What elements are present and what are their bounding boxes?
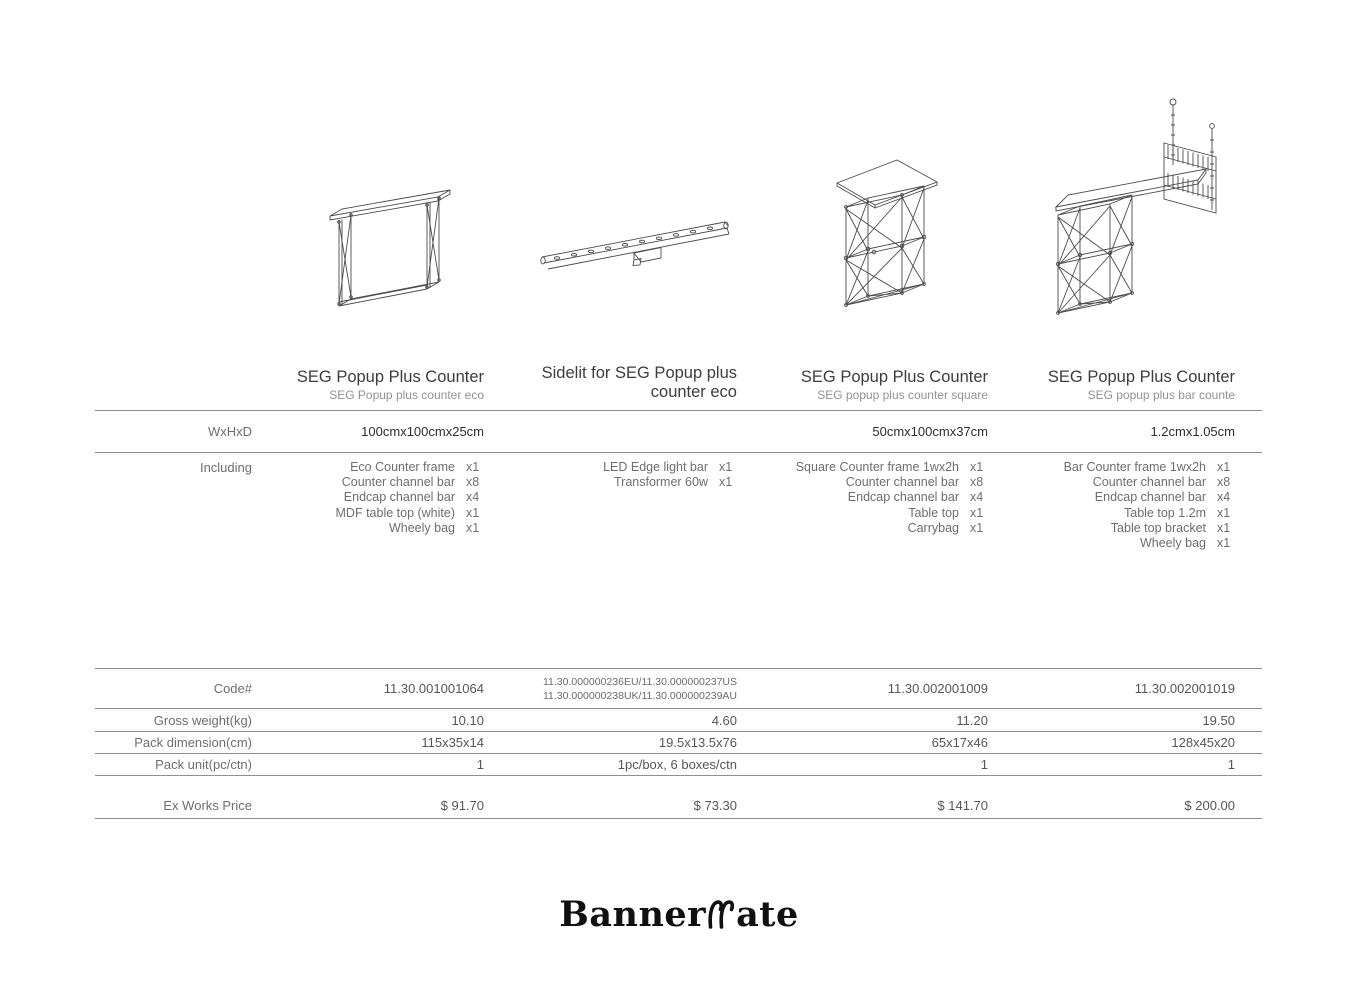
dimensions-value: 1.2cmx1.05cm [1150, 424, 1235, 439]
product-subtitle: SEG popup plus bar counte [1087, 388, 1235, 402]
including-label: Including [199, 460, 252, 475]
including-list: Square Counter frame 1wx2h x1 Counter channel bar x8 Endcap channel bar x4 Table top x1 Carrybag x1 [795, 460, 984, 535]
pack-dimension-label: Pack dimension(cm) [134, 735, 252, 750]
product-title-eco: SEG Popup Plus Counter SEG Popup plus counter eco [252, 368, 484, 411]
pack-unit-label: Pack unit(pc/ctn) [155, 757, 252, 772]
pack-unit-value: 1pc/box, 6 boxes/ctn [617, 757, 737, 772]
brand-logo [0, 894, 1358, 935]
price-label: Ex Works Price [163, 798, 252, 813]
bar-counter-drawing [1048, 95, 1226, 323]
pack-unit-row [95, 754, 1262, 775]
code-value: 11.30.001001064 [383, 681, 484, 696]
product-title-sidelit: Sidelit for SEG Popup plus counter eco [541, 364, 737, 401]
product-subtitle: SEG popup plus counter square [817, 388, 988, 402]
pack-unit-value: 1 [476, 757, 484, 772]
dimensions-value: 50cmx100cmx37cm [872, 424, 988, 439]
gross-weight-value: 10.10 [451, 712, 484, 728]
spec-table [95, 364, 1262, 819]
logo-text-suffix: ate [736, 894, 799, 935]
price-value: $ 200.00 [1184, 798, 1235, 813]
product-subtitle: SEG Popup plus counter eco [329, 388, 484, 402]
logo-text-prefix: Banner [559, 894, 707, 935]
code-value: 11.30.002001009 [887, 681, 988, 696]
pack-unit-value: 1 [980, 757, 988, 772]
eco-counter-drawing [325, 178, 457, 316]
including-list: LED Edge light bar x1 Transformer 60w x1 [603, 460, 733, 490]
price-value: $ 73.30 [693, 798, 737, 813]
code-value: 11.30.002001019 [1134, 681, 1235, 696]
product-title-bar: SEG Popup Plus Counter SEG popup plus bar counte [988, 368, 1235, 411]
code-row [95, 669, 1262, 708]
pack-dimension-value: 115x35x14 [421, 735, 484, 750]
pack-dimension-value: 65x17x46 [931, 735, 988, 750]
gross-weight-value: 19.50 [1202, 712, 1235, 728]
gross-weight-value: 11.20 [956, 712, 988, 728]
price-row [95, 776, 1262, 818]
dimensions-row [95, 411, 1262, 452]
pack-dimension-value: 19.5x13.5x76 [658, 735, 737, 750]
gross-weight-label: Gross weight(kg) [153, 712, 252, 728]
including-list: Bar Counter frame 1wx2h x1 Counter channel bar x8 Endcap channel bar x4 Table top 1.2m x1 Table top bracket x1 Wheely bag x1 [1063, 460, 1231, 551]
code-label: Code# [213, 681, 252, 696]
product-title-square: SEG Popup Plus Counter SEG popup plus counter square [737, 368, 988, 411]
pack-dimension-row [95, 732, 1262, 753]
dimensions-value: 100cmx100cmx25cm [361, 424, 484, 439]
divider [95, 818, 1262, 819]
square-counter-drawing [832, 155, 944, 318]
code-value: 11.30.000000236EU/11.30.000000237US 11.30.000000238UK/11.30.000000239AU [542, 675, 737, 702]
gross-weight-value: 4.60 [711, 712, 737, 728]
titles-row [95, 364, 1262, 410]
pack-unit-value: 1 [1227, 757, 1235, 772]
gross-weight-row [95, 709, 1262, 731]
sidelit-light-bar-drawing [537, 212, 739, 277]
logo-m-icon [707, 897, 735, 938]
including-row [95, 453, 1262, 668]
dimensions-label: WxHxD [207, 424, 252, 439]
including-list: Eco Counter frame x1 Counter channel bar x8 Endcap channel bar x4 MDF table top (white) x1 Wheely bag x1 [335, 460, 480, 535]
pack-dimension-value: 128x45x20 [1171, 735, 1235, 750]
price-value: $ 91.70 [440, 798, 484, 813]
price-value: $ 141.70 [937, 798, 988, 813]
